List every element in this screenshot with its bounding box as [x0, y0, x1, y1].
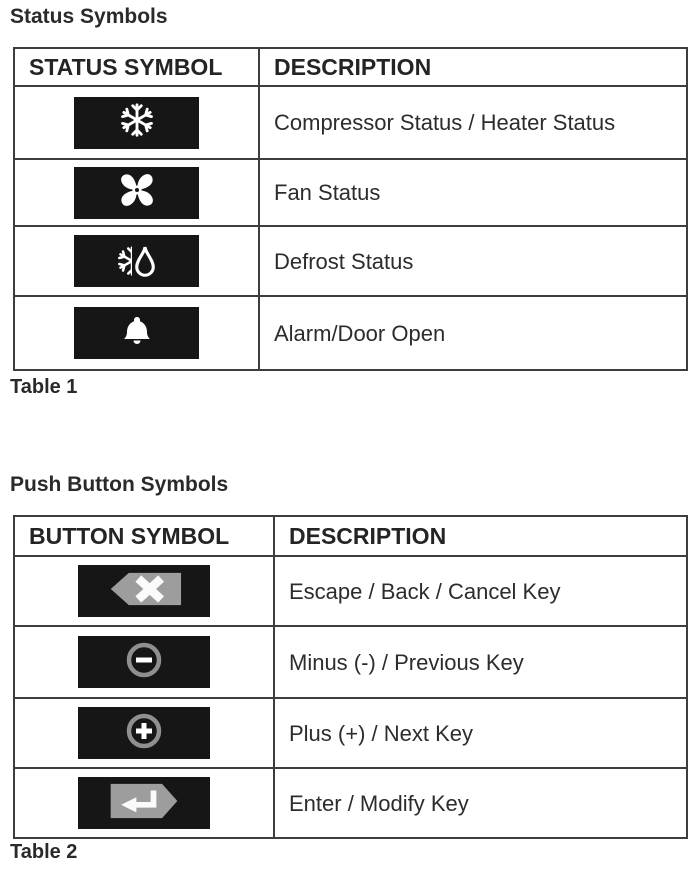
alarm-door-open-button: [74, 307, 199, 359]
description-cell: Fan Status: [259, 159, 687, 226]
table-header-row: [14, 516, 687, 556]
table-row: [14, 86, 687, 159]
symbol-cell: [14, 86, 259, 159]
escape-cancel-icon: [104, 570, 184, 613]
column-header-description: DESCRIPTION: [259, 48, 687, 86]
status-symbols-table: [13, 47, 688, 371]
enter-key-button: [78, 777, 210, 829]
push-button-symbols-heading: Push Button Symbols: [10, 473, 229, 496]
column-header-status-symbol: STATUS SYMBOL: [14, 48, 259, 86]
description-cell: Alarm/Door Open: [259, 296, 687, 370]
push-button-symbols-table: [13, 515, 688, 839]
defrost-status-button: [74, 235, 199, 287]
snowflake-icon: [118, 101, 156, 144]
minus-previous-icon: [123, 639, 165, 686]
table-row: [14, 226, 687, 296]
description-cell: Minus (-) / Previous Key: [274, 626, 687, 698]
fan-status-button: [74, 167, 199, 219]
table-header-row: [14, 48, 687, 86]
symbol-cell: [14, 226, 259, 296]
description-cell: Plus (+) / Next Key: [274, 698, 687, 768]
table-row: [14, 159, 687, 226]
description-cell: Escape / Back / Cancel Key: [274, 556, 687, 626]
fan-icon: [115, 168, 159, 217]
table1-caption: Table 1: [10, 376, 78, 398]
symbol-cell: [14, 768, 274, 838]
column-header-button-symbol: BUTTON SYMBOL: [14, 516, 274, 556]
symbol-cell: [14, 698, 274, 768]
escape-key-button: [78, 565, 210, 617]
description-cell: Compressor Status / Heater Status: [259, 86, 687, 159]
table-row: [14, 296, 687, 370]
symbol-cell: [14, 159, 259, 226]
table-row: [14, 698, 687, 768]
compressor-status-button: [74, 97, 199, 149]
plus-next-icon: [123, 710, 165, 757]
bell-icon: [119, 315, 155, 352]
plus-key-button: [78, 707, 210, 759]
column-header-description: DESCRIPTION: [274, 516, 687, 556]
description-cell: Enter / Modify Key: [274, 768, 687, 838]
symbol-cell: [14, 626, 274, 698]
symbol-cell: [14, 556, 274, 626]
description-cell: Defrost Status: [259, 226, 687, 296]
minus-key-button: [78, 636, 210, 688]
table-row: [14, 626, 687, 698]
status-symbols-heading: Status Symbols: [10, 5, 168, 28]
table2-caption: Table 2: [10, 841, 78, 863]
enter-modify-icon: [107, 781, 181, 826]
table-row: [14, 556, 687, 626]
symbol-cell: [14, 296, 259, 370]
table-row: [14, 768, 687, 838]
defrost-icon: [117, 245, 156, 278]
